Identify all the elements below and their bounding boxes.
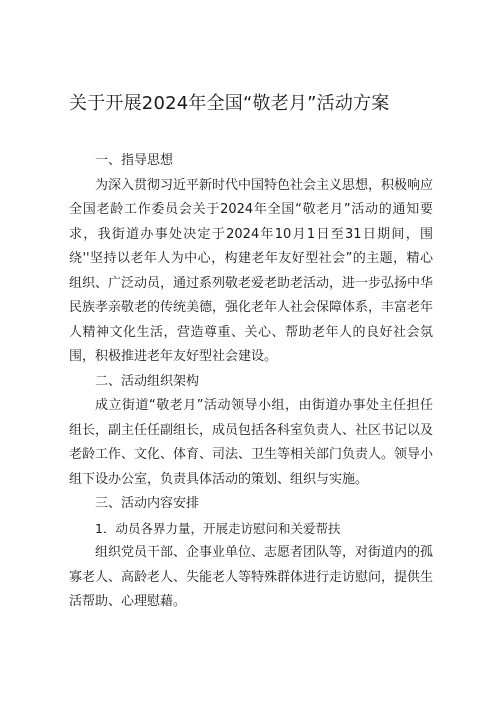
- section-paragraph: 组织党员干部、企事业单位、志愿者团队等，对街道内的孤寡老人、高龄老人、失能老人等特殊群体进行走访慰问，提供生活帮助、心理慰藉。: [69, 545, 434, 609]
- document-body: [69, 149, 433, 615]
- subsection-heading: 1．动员各界力量，开展走访慰问和关爱帮扶: [95, 520, 341, 536]
- section-heading: 一、指导思想: [95, 153, 174, 168]
- section-heading: 二、活动组织架构: [95, 373, 200, 389]
- section-organization: [69, 370, 433, 493]
- section-heading: 三、活动内容安排: [95, 496, 200, 511]
- section-paragraph: 为深入贯彻习近平新时代中国特色社会主义思想，积极响应全国老龄工作委员会关于2024年全国“敬老月”活动的通知要求，我街道办事处决定于2024年10月1日至31日期间，围绕''坚持以老年人为中心，构建老年友好型社会”的主题，精心组织、广泛动员，通过系列敬老爱老助老活动，进一步弘扬中华民族孝亲敬老的传统美德，强化老年人社会保障体系，丰富老年人精神文化生活，营造尊重、关心、帮助老年人的良好社会氛围，积极推进老年友好型社会建设。: [69, 177, 434, 364]
- section-activities: [69, 492, 433, 615]
- section-guiding-ideology: [69, 149, 433, 370]
- document-title: 关于开展2024年全国“敬老月”活动方案: [69, 93, 390, 114]
- section-paragraph: 成立街道“敬老月”活动领导小组，由街道办事处主任担任组长，副主任任副组长，成员包括各科室负责人、社区书记以及老龄工作、文化、体育、司法、卫生等相关部门负责人。领导小组下设办公室，负责具体活动的策划、组织与实施。: [69, 398, 434, 487]
